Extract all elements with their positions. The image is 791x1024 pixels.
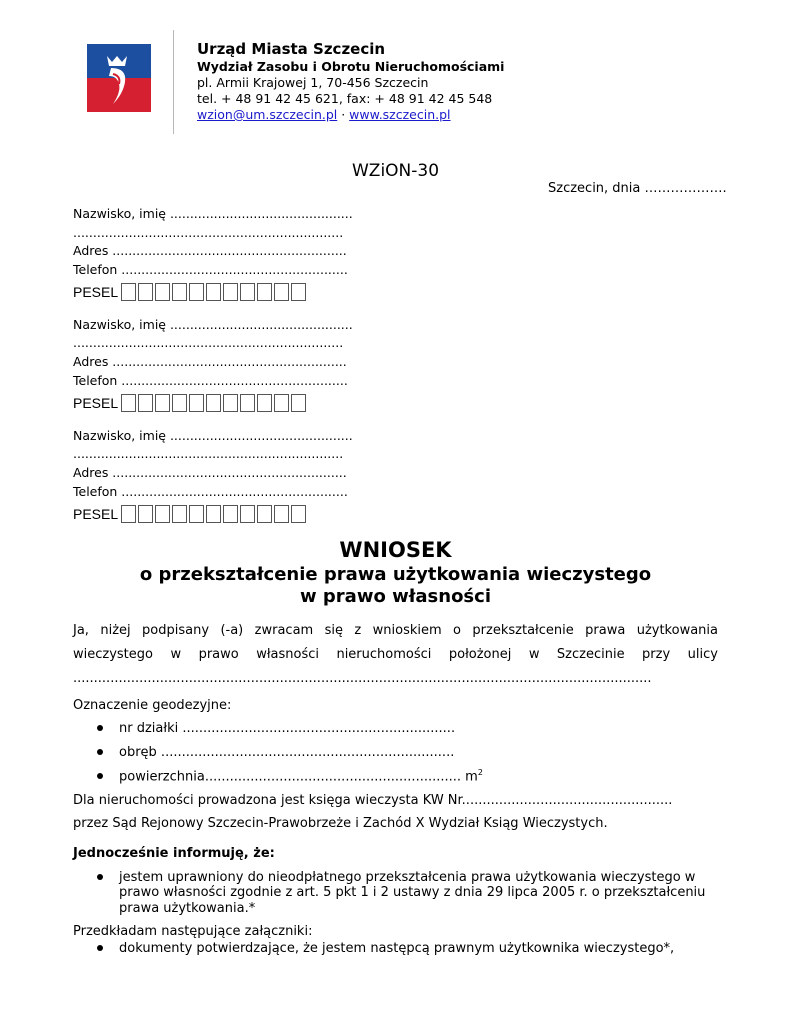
name-field-2[interactable]: Nazwisko, imię .............................................. <box>73 317 353 332</box>
name-continuation-2[interactable]: .................................................................... <box>73 335 344 350</box>
intro-line-2: wieczystego w prawo własności nieruchomości położonej w Szczecinie przy ulicy <box>73 647 718 662</box>
entitlement-item: jestem uprawniony do nieodpłatnego przekształcenia prawa użytkowania wieczystego w <box>97 870 695 885</box>
szczecin-logo-icon <box>87 44 151 112</box>
name-continuation-3[interactable]: .................................................................... <box>73 446 344 461</box>
intro-line-1: Ja, niżej podpisany (-a) zwracam się z wnioskiem o przekształcenie prawa użytkowania <box>73 623 718 638</box>
entitlement-line-2: prawo własności zgodnie z art. 5 pkt 1 i 2 ustawy z dnia 29 lipca 2005 r. o przekształceniu <box>119 885 706 900</box>
address-field-2[interactable]: Adres ........................................................... <box>73 354 347 369</box>
phone-field-3[interactable]: Telefon ......................................................... <box>73 484 348 499</box>
inform-label: Jednocześnie informuję, że: <box>73 846 275 861</box>
address-field-3[interactable]: Adres ........................................................... <box>73 465 347 480</box>
precinct-item[interactable]: obręb ....................................................................... <box>97 745 454 760</box>
name-field-3[interactable]: Nazwisko, imię .............................................. <box>73 428 353 443</box>
court-line: przez Sąd Rejonowy Szczecin-Prawobrzeże i Zachód X Wydział Ksiąg Wieczystych. <box>73 816 608 831</box>
entitlement-line-3: prawa użytkowania.* <box>119 901 256 916</box>
land-register-line[interactable]: Dla nieruchomości prowadzona jest księga wieczysta KW Nr................................................... <box>73 793 673 808</box>
bullet-icon <box>97 749 103 755</box>
pesel-label: PESEL <box>73 395 119 411</box>
geodetic-label: Oznaczenie geodezyjne: <box>73 698 232 713</box>
street-field[interactable]: ............................................................................................................................................ <box>73 671 652 686</box>
form-code: WZiON-30 <box>352 161 440 181</box>
contact-separator: · <box>337 107 350 122</box>
bullet-icon <box>97 945 103 951</box>
pesel-label: PESEL <box>73 506 119 522</box>
office-phone: tel. + 48 91 42 45 621, fax: + 48 91 42 45 548 <box>197 91 493 106</box>
pesel-field-2[interactable] <box>73 394 308 412</box>
pesel-field-1[interactable] <box>73 283 308 301</box>
office-name: Urząd Miasta Szczecin <box>197 40 386 58</box>
plot-number-item[interactable]: nr działki .................................................................. <box>97 721 455 736</box>
form-title: WNIOSEK <box>339 538 452 562</box>
bullet-icon <box>97 874 103 880</box>
name-field-1[interactable]: Nazwisko, imię .............................................. <box>73 206 353 221</box>
department-name: Wydział Zasobu i Obrotu Nieruchomościami <box>197 59 505 74</box>
phone-field-2[interactable]: Telefon ......................................................... <box>73 373 348 388</box>
bullet-icon <box>97 773 103 779</box>
name-continuation-1[interactable]: .................................................................... <box>73 225 344 240</box>
pesel-field-3[interactable] <box>73 505 308 523</box>
date-line: Szczecin, dnia ………………. <box>548 181 727 196</box>
address-field-1[interactable]: Adres ........................................................... <box>73 243 347 258</box>
header-divider <box>173 30 174 134</box>
form-subtitle-2: w prawo własności <box>300 586 491 607</box>
attachments-label: Przedkładam następujące załączniki: <box>73 924 313 939</box>
area-item[interactable]: powierzchnia.............................................................. $m^2$ <box>97 768 483 784</box>
website-link[interactable]: www.szczecin.pl <box>349 107 451 122</box>
attachment-item: dokumenty potwierdzające, że jestem następcą prawnym użytkownika wieczystego*, <box>97 941 674 956</box>
bullet-icon <box>97 725 103 731</box>
email-link[interactable]: wzion@um.szczecin.pl <box>197 107 338 122</box>
pesel-label: PESEL <box>73 284 119 300</box>
phone-field-1[interactable]: Telefon ......................................................... <box>73 262 348 277</box>
office-contacts <box>197 107 504 123</box>
office-header <box>197 40 504 123</box>
office-address: pl. Armii Krajowej 1, 70-456 Szczecin <box>197 75 429 90</box>
form-subtitle-1: o przekształcenie prawa użytkowania wieczystego <box>139 564 652 585</box>
